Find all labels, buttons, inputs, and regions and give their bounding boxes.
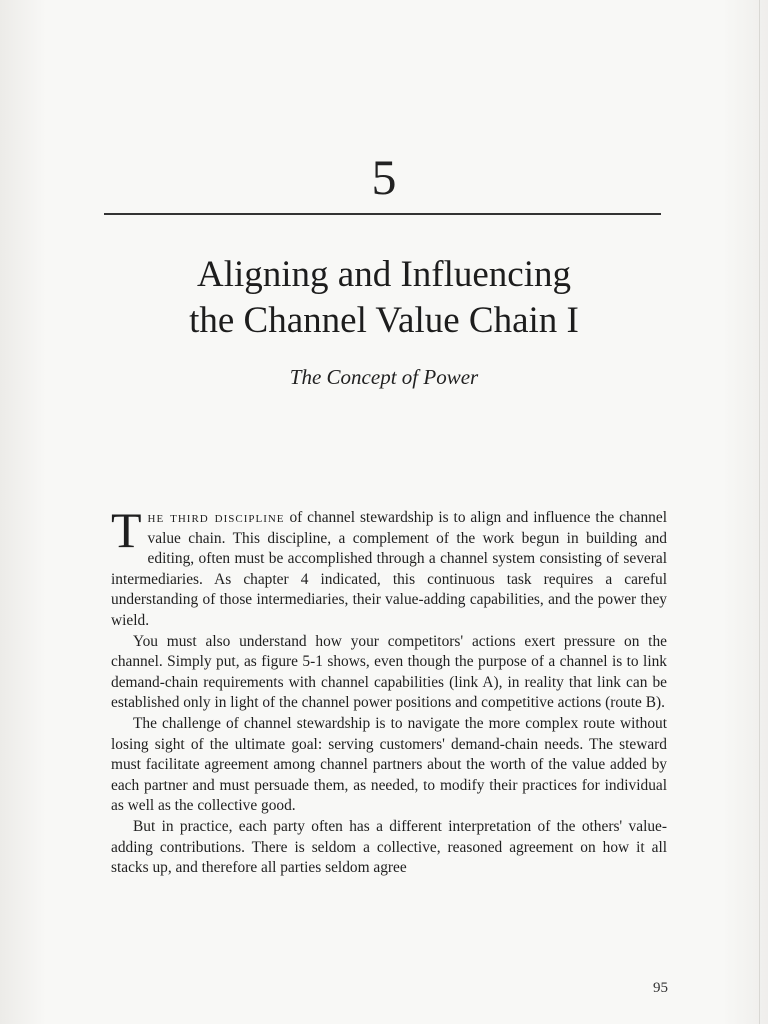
chapter-rule <box>104 213 661 215</box>
page-number: 95 <box>653 980 668 996</box>
body-text <box>111 502 667 879</box>
drop-cap: T <box>111 502 142 558</box>
chapter-title <box>0 252 768 344</box>
chapter-subtitle: The Concept of Power <box>289 365 479 389</box>
chapter-number: 5 <box>371 149 397 205</box>
chapter-title-line-1: Aligning and Influencing <box>196 254 572 295</box>
chapter-title-line-2: the Channel Value Chain I <box>189 300 579 341</box>
paragraph-4: But in practice, each party often has a different interpretation of the others' value-adding contributions. There is seldom a collective, reasoned agreement on how it all stacks up, and therefore all parties seldom agree <box>111 817 667 877</box>
paragraph-1-lead: he third discipline <box>147 509 285 526</box>
paragraph-1-text: of channel stewardship is to align and influence the channel value chain. This discipline, a complement of the work begun in building and editing, often must be accomplished through a channel system consisting of several intermediaries. As chapter 4 indicated, this continuous task requires a careful understanding of those intermediaries, their value-adding capabilities, and the power they wield. <box>111 509 667 629</box>
paragraph-2: You must also understand how your competitors' actions exert pressure on the channel. Simply put, as figure 5-1 shows, even though the purpose of a channel is to link demand-chain requirements with channel capabilities (link A), in reality that link can be established only in light of the channel power positions and competitive actions (route B). <box>111 632 667 712</box>
paragraph-1 <box>111 502 667 632</box>
paragraph-3: The challenge of channel stewardship is to navigate the more complex route without losing sight of the ultimate goal: serving customers' demand-chain needs. The steward must facilitate agreement among channel partners about the worth of the value added by each partner and must persuade them, as needed, to modify their practices for individual as well as the collective good. <box>111 714 667 815</box>
